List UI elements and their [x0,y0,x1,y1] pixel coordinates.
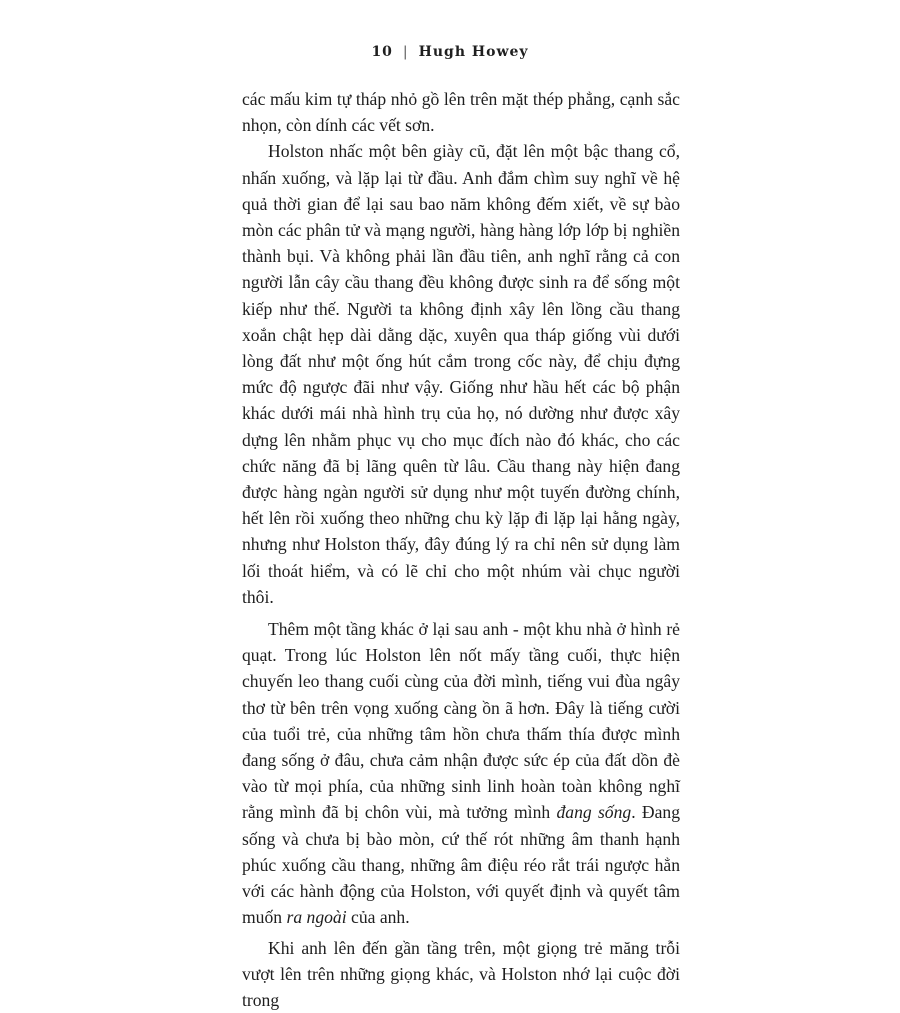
paragraph-laughter-text-2: . Đang sống và chưa bị bào mòn, cứ thế rót những âm thanh hạnh phúc xuống cầu thang, những âm điệu réo rắt trái ngược hẳn với các hành động của Holston, với quyết định và quyết tâm muốn [242,802,680,927]
paragraph-continued: các mấu kim tự tháp nhỏ gồ lên trên mặt thép phẳng, cạnh sắc nhọn, còn dính các vết sơn. [242,86,680,138]
page-number: 10 [371,44,392,60]
paragraph-laughter-text-1: Thêm một tầng khác ở lại sau anh - một khu nhà ở hình rẻ quạt. Trong lúc Holston lên nốt mấy tầng cuối, thực hiện chuyến leo thang cuối cùng của đời mình, tiếng vui đùa ngây thơ từ bên trên vọng xuống càng ồn ã hơn. Đây là tiếng cười của tuổi trẻ, của những tâm hồn chưa thấm thía được mình đang sống ở đâu, chưa cảm nhận được sức ép của đất dồn đè vào từ mọi phía, của những sinh linh hoàn toàn không nghĩ rằng mình đã bị chôn vùi, mà tưởng mình [242,619,680,822]
paragraph-laughter [242,616,680,930]
running-head-separator: | [403,44,409,60]
running-head [0,44,900,60]
paragraph-laughter-text-3: của anh. [347,907,410,927]
italic-phrase-ra-ngoai: ra ngoài [286,907,346,927]
italic-phrase-dang-song: đang sống [556,802,631,822]
paragraph-young-voice: Khi anh lên đến gần tầng trên, một giọng trẻ măng trỗi vượt lên trên những giọng khác, và Holston nhớ lại cuộc đời trong [242,935,680,1013]
author-name: Hugh Howey [419,44,529,60]
paragraph-holston-stairs: Holston nhấc một bên giày cũ, đặt lên một bậc thang cổ, nhấn xuống, và lặp lại từ đầu. Anh đắm chìm suy nghĩ về hệ quả thời gian để lại sau bao năm không đếm xiết, về sự bào mòn các phân tử và mạng người, hàng hàng lớp lớp bị nghiền thành bụi. Và không phải lần đầu tiên, anh nghĩ rằng cả con người lẫn cây cầu thang đều không được sinh ra để sống một kiếp như thế. Người ta không định xây lên lồng cầu thang xoắn chật hẹp dài dằng dặc, xuyên qua tháp giống vùi dưới lòng đất như một ống hút cắm trong cốc này, để chịu đựng mức độ ngược đãi như vậy. Giống như hầu hết các bộ phận khác dưới mái nhà hình trụ của họ, nó dường như được xây dựng lên nhằm phục vụ cho mục đích nào đó khác, cho các chức năng đã bị lãng quên từ lâu. Cầu thang này hiện đang được hàng ngàn người sử dụng như một tuyến đường chính, hết lên rồi xuống theo những chu kỳ lặp đi lặp lại hằng ngày, nhưng như Holston thấy, đây đúng lý ra chỉ nên sử dụng làm lối thoát hiểm, và có lẽ chỉ cho một nhúm vài chục người thôi. [242,138,680,610]
body-text [242,86,680,1013]
